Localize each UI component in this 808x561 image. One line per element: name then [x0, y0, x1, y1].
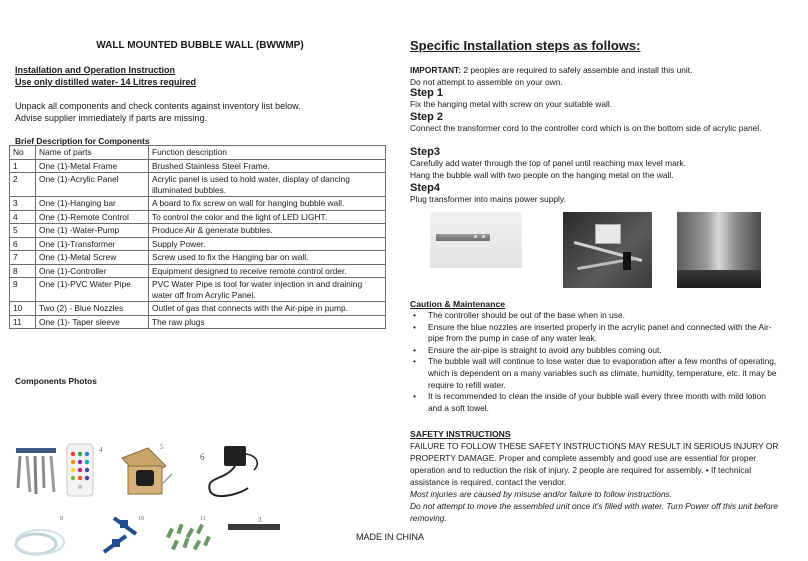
photo-number-10: 10 [138, 516, 144, 522]
controller-connection-photo [563, 212, 652, 288]
table-cell-no: 1 [10, 159, 36, 173]
table-cell-function: Produce Air & generate bubbles. [149, 224, 386, 238]
table-cell-part: One (1)-Acrylic Panel [36, 173, 149, 197]
step-3-title: Step3 [410, 146, 440, 158]
transformer-photo [209, 446, 257, 496]
installation-heading [15, 64, 196, 88]
table-cell-part: One (1)- Taper sleeve [36, 315, 149, 329]
table-cell-part: One (1)-Remote Control [36, 210, 149, 224]
unpack-line-2: Advise supplier immediately if parts are missing. [15, 113, 208, 123]
table-cell-function: PVC Water Pipe is tool for water injection in and draining water off from Acrylic Panel. [149, 278, 386, 302]
photo-number-6: 6 [200, 452, 205, 462]
list-item: • Ensure the blue nozzles are inserted properly in the acrylic panel and connected with the Air-pipe from the pump in case of any water leak. [410, 322, 780, 345]
installation-heading-line-2: Use only distilled water- 14 Litres required [15, 77, 197, 87]
table-row [10, 278, 386, 302]
table-cell-part: One (1) -Water-Pump [36, 224, 149, 238]
safety-italic-2: Do not attempt to move the assembled unit once it's filled with water. Turn Power off this unit before removing. [410, 501, 778, 523]
table-row [10, 224, 386, 238]
brief-description-heading: Brief Description for Components [15, 136, 150, 146]
step-2-text: Connect the transformer cord to the controller cord which is on the bottom side of acrylic panel. [410, 123, 762, 133]
important-label: IMPORTANT: [410, 65, 462, 75]
photo-number-4: 4 [99, 446, 103, 454]
table-cell-function: To control the color and the light of LED LIGHT. [149, 210, 386, 224]
table-header-cell: Function description [149, 146, 386, 160]
list-item: • It is recommended to clean the inside of your bubble wall every three month with mild lotion and a soft towel. [410, 391, 780, 414]
photo-number-9: 9 [60, 516, 63, 522]
taper-sleeves-photo [166, 524, 211, 551]
table-cell-part: One (1)-Hanging bar [36, 197, 149, 211]
table-cell-part: One (1)-Controller [36, 264, 149, 278]
table-cell-part: One (1)-Metal Frame [36, 159, 149, 173]
table-cell-no: 4 [10, 210, 36, 224]
table-cell-part: One (1)-Transformer [36, 237, 149, 251]
table-cell-no: 3 [10, 197, 36, 211]
safety-italic-1: Most injuries are caused by misuse and/or failure to follow instructions. [410, 489, 673, 499]
table-row [10, 237, 386, 251]
table-row [10, 315, 386, 329]
table-cell-no: 9 [10, 278, 36, 302]
pvc-pipe-photo [16, 530, 64, 554]
table-cell-no: 10 [10, 302, 36, 316]
photo-number-3: 3 [258, 516, 262, 524]
document-title: WALL MOUNTED BUBBLE WALL (BWWMP) [96, 40, 304, 51]
water-pump-photo [122, 448, 172, 494]
step-4-title: Step4 [410, 182, 440, 194]
table-header-row [10, 146, 386, 160]
table-cell-no: 6 [10, 237, 36, 251]
table-row [10, 197, 386, 211]
table-cell-function: Equipment designed to receive remote control order. [149, 264, 386, 278]
table-header-cell: Name of parts [36, 146, 149, 160]
important-text: 2 peoples are required to safely assemble and install this unit. [461, 65, 693, 75]
table-cell-no: 7 [10, 251, 36, 265]
hanging-bar-photo [228, 524, 280, 530]
table-cell-function: Screw used to fix the Hanging bar on wall. [149, 251, 386, 265]
step-1-title: Step 1 [410, 87, 444, 99]
table-cell-part: One (1)-PVC Water Pipe [36, 278, 149, 302]
table-cell-function: Brushed Stainless Steel Frame. [149, 159, 386, 173]
table-cell-function: Outlet of gas that connects with the Air-pipe in pump. [149, 302, 386, 316]
list-item: • The controller should be out of the base when in use. [410, 310, 780, 322]
unpack-instructions [15, 100, 301, 124]
made-in-label: MADE IN CHINA [356, 532, 425, 542]
safety-text: FAILURE TO FOLLOW THESE SAFETY INSTRUCTIONS MAY RESULT IN SERIOUS INJURY OR PROPERTY DAMAGE. Proper and complete assembly and good use are essential for proper operation and to reduction the risk of injury. 2 people are required for assembly. • If technical assistance is required, contact the vendor. [410, 441, 779, 487]
table-row [10, 302, 386, 316]
photo-number-5: 5 [160, 443, 164, 451]
table-cell-no: 5 [10, 224, 36, 238]
blue-nozzles-photo [104, 518, 136, 552]
step-4-text: Plug transformer into mains power supply. [410, 194, 566, 204]
components-photos [10, 436, 280, 560]
table-cell-function: Acrylic panel is used to hold water, display of dancing illuminated bubbles. [149, 173, 386, 197]
table-row [10, 264, 386, 278]
photo-number-11: 11 [200, 516, 206, 522]
step-3-text-2: Hang the bubble wall with two people on the hanging metal on the wall. [410, 170, 674, 180]
important-note [410, 65, 782, 77]
caution-heading: Caution & Maintenance [410, 299, 506, 309]
table-row [10, 159, 386, 173]
safety-instructions [410, 440, 782, 524]
table-cell-function: Supply Power. [149, 237, 386, 251]
table-cell-part: One (1)-Metal Screw [36, 251, 149, 265]
components-photos-heading: Components Photos [15, 376, 97, 386]
metal-screws-photo [16, 448, 56, 494]
table-row [10, 173, 386, 197]
hanging-metal-photo [430, 212, 522, 268]
step-3-text-1: Carefully add water through the top of panel until reaching max level mark. [410, 158, 687, 168]
table-cell-part: Two (2) - Blue Nozzles [36, 302, 149, 316]
table-cell-no: 8 [10, 264, 36, 278]
unpack-line-1: Unpack all components and check contents against inventory list below. [15, 101, 301, 111]
table-cell-function: The raw plugs [149, 315, 386, 329]
table-row [10, 210, 386, 224]
table-row [10, 251, 386, 265]
installation-steps-title: Specific Installation steps as follows: [410, 38, 641, 53]
do-not-assemble-alone: Do not attempt to assemble on your own. [410, 77, 563, 87]
step-2-title: Step 2 [410, 111, 444, 123]
table-header-cell: No [10, 146, 36, 160]
table-cell-no: 2 [10, 173, 36, 197]
remote-control-photo [67, 444, 93, 496]
table-cell-function: A board to fix screw on wall for hanging bubble wall. [149, 197, 386, 211]
step-1-text: Fix the hanging metal with screw on your suitable wall. [410, 99, 613, 109]
list-item: • The bubble wall will continue to lose water due to evaporation after a few months of operating, which is dependent on a many variables such as climate, humidity, temperature, etc. it may be require to refill water. [410, 356, 780, 391]
caution-list [410, 310, 780, 414]
table-cell-no: 11 [10, 315, 36, 329]
safety-heading: SAFETY INSTRUCTIONS [410, 429, 511, 439]
list-item: • Ensure the air-pipe is straight to avoid any bubbles coming out. [410, 345, 780, 357]
installation-heading-line-1: Installation and Operation Instruction [15, 65, 176, 75]
components-table [9, 145, 386, 329]
panel-corner-photo [677, 212, 761, 288]
